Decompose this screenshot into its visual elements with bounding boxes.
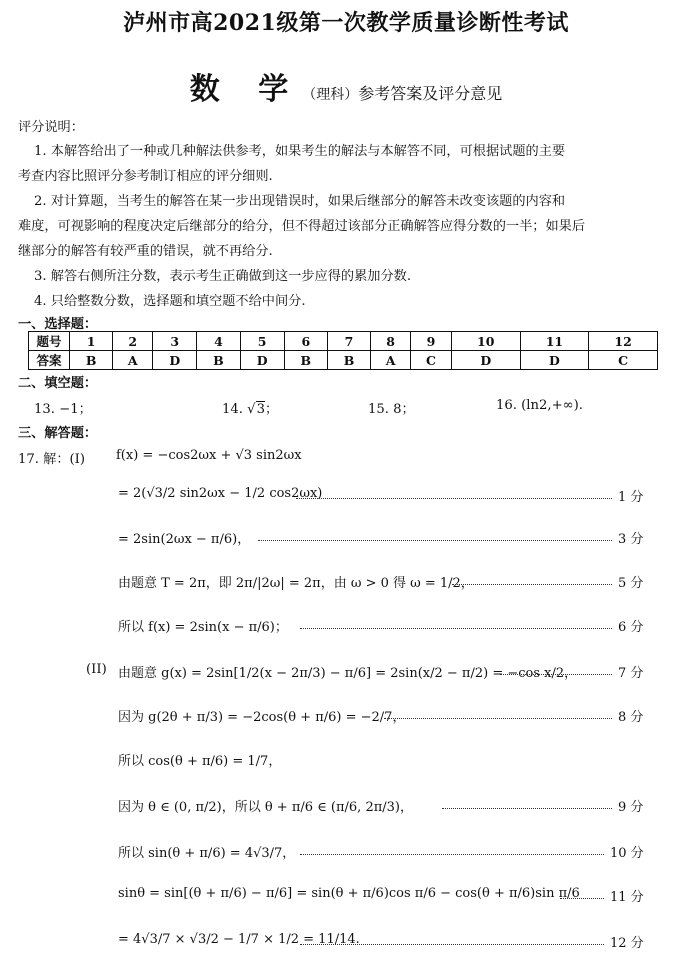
note-3: 3. 解答右侧所注分数，表示考生正确做到这一步应得的累加分数. [34,269,412,284]
score-5: 5 分 [618,576,644,591]
answer-cell: A [371,351,411,370]
table-row-label: 答案 [29,351,70,370]
fill-answer-13: 13. −1； [34,402,92,417]
solution-line-12: = 4√3/7 × √3/2 − 1/7 × 1/2 = 11/14. [118,932,360,947]
question-number: 9 [411,332,452,351]
answer-cell: A [113,351,153,370]
answer-cell: D [240,351,284,370]
score-8: 8 分 [618,710,644,725]
section-2-heading: 二、填空题： [18,376,98,391]
question-number: 10 [451,332,520,351]
table-row-numbers [29,332,658,351]
question-number: 5 [240,332,284,351]
notes-heading: 评分说明： [18,120,84,135]
question-number: 8 [371,332,411,351]
document-title: 泸州市高2021级第一次教学质量诊断性考试 [123,10,569,36]
solution-line-3: = 2sin(2ωx − π/6)， [118,532,251,547]
answer-cell: C [589,351,658,370]
leader-dots [300,854,604,855]
answer-cell: C [411,351,452,370]
score-12: 12 分 [610,936,644,951]
solution-line-8: 所以 cos(θ + π/6) = 1/7， [118,754,282,769]
question-number: 2 [113,332,153,351]
answer-cell: B [197,351,240,370]
subject-rest: 参考答案及评分意见 [358,84,503,103]
leader-dots [258,540,612,541]
leader-dots [384,718,612,719]
score-9: 9 分 [618,800,644,815]
leader-dots [452,584,612,585]
solution-line-7: 因为 g(2θ + π/3) = −2cos(θ + π/6) = −2/7， [118,710,406,725]
answer-table [28,331,658,370]
table-row-answers [29,351,658,370]
section-1-heading: 一、选择题： [18,317,98,332]
question-number: 12 [589,332,658,351]
solution-line-5: 所以 f(x) = 2sin(x − π/6)； [118,620,288,635]
answer-cell: B [327,351,370,370]
leader-dots [296,498,612,499]
fill-answer-14: 14. √3； [222,402,279,417]
section-3-heading: 三、解答题： [18,426,98,441]
document-subtitle [0,64,692,108]
score-1: 1 分 [618,490,644,505]
score-6: 6 分 [618,620,644,635]
solution-line-6: 由题意 g(x) = 2sin[1/2(x − 2π/3) − π/6] = 2sin(x/2 − π/2) = −cos x/2， [118,666,578,681]
solution-line-1: f(x) = −cos2ωx + √3 sin2ωx [116,448,302,463]
q17-start: 17. 解：(I) [18,452,86,467]
solution-line-4: 由题意 T = 2π，即 2π/|2ω| = 2π，由 ω > 0 得 ω = 1/2， [118,576,474,591]
solution-line-2: = 2(√3/2 sin2ωx − 1/2 cos2ωx) [118,486,323,501]
question-number: 11 [520,332,589,351]
solution-line-10: 所以 sin(θ + π/6) = 4√3/7， [118,846,296,861]
score-3: 3 分 [618,532,644,547]
table-row-label: 题号 [29,332,70,351]
question-number: 3 [153,332,197,351]
subject-label: 数 学 [189,72,303,107]
question-number: 1 [70,332,113,351]
score-7: 7 分 [618,666,644,681]
leader-dots [560,898,604,899]
fill-answer-14-label: 14. [222,402,248,417]
note-2a: 2. 对计算题，当考生的解答在某一步出现错误时，如果后继部分的解答未改变该题的内容和 [34,194,566,209]
leader-dots [300,944,604,945]
note-1b: 考查内容比照评分参考制订相应的评分细则. [18,169,273,184]
answer-cell: D [451,351,520,370]
question-number: 4 [197,332,240,351]
note-4: 4. 只给整数分数，选择题和填空题不给中间分. [34,294,306,309]
leader-dots [500,674,612,675]
leader-dots [300,628,612,629]
fill-answer-15: 15. 8； [368,402,415,417]
fill-answer-14-radicand: 3 [256,402,265,417]
note-2b: 难度，可视影响的程度决定后继部分的给分，但不得超过该部分正确解答应得分数的一半；如果后 [18,219,586,234]
fill-answer-14-end: ； [264,402,279,417]
note-1a: 1. 本解答给出了一种或几种解法供参考，如果考生的解法与本解答不同，可根据试题的主要 [34,144,566,159]
answer-cell: D [520,351,589,370]
leader-dots [442,808,612,809]
solution-line-11: sinθ = sin[(θ + π/6) − π/6] = sin(θ + π/6)cos π/6 − cos(θ + π/6)sin π/6 [118,886,580,901]
score-11: 11 分 [610,890,644,905]
subject-paren: （理科） [302,87,359,103]
answer-cell: D [153,351,197,370]
question-number: 6 [284,332,327,351]
solution-line-9: 因为 θ ∈ (0, π/2)，所以 θ + π/6 ∈ (π/6, 2π/3)， [118,800,413,815]
answer-cell: B [284,351,327,370]
part-2-label: (II) [86,662,107,677]
answer-cell: B [70,351,113,370]
question-number: 7 [327,332,370,351]
fill-answer-16: 16. (ln2,+∞). [496,398,583,413]
score-10: 10 分 [610,846,644,861]
note-2c: 继部分的解答有较严重的错误，就不再给分. [18,244,273,259]
